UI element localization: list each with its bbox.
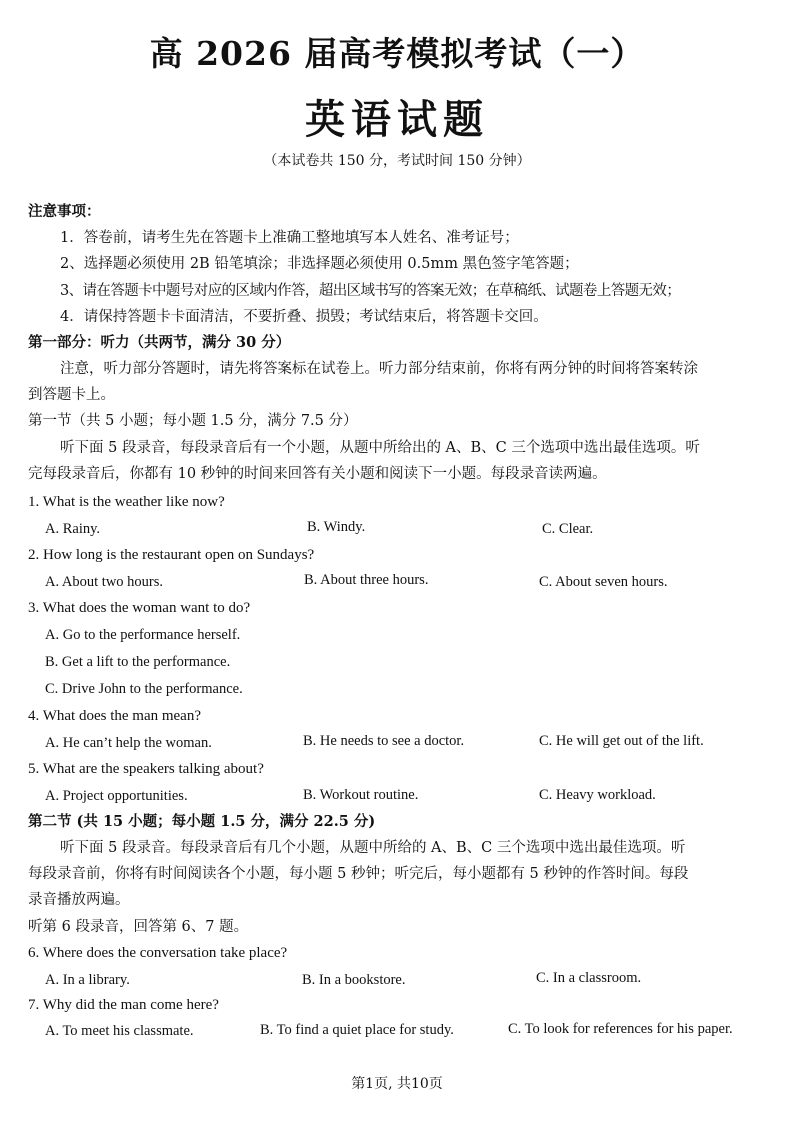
- option-b: B. About three hours.: [304, 572, 429, 588]
- question-stem: 7. Why did the man come here?: [28, 997, 219, 1013]
- option-c: C. In a classroom.: [536, 970, 642, 986]
- instruction-item: 4．请保持答题卡卡面清洁，不要折叠、损毁；考试结束后，将答题卡交回。: [60, 309, 548, 325]
- section2-desc: 录音播放两遍。: [28, 892, 130, 908]
- instructions-heading: 注意事项：: [28, 203, 101, 220]
- part1-note: 注意，听力部分答题时，请先将答案标在试卷上。听力部分结束前，你将有两分钟的时间将答案转涂: [60, 361, 698, 377]
- option-a: A. About two hours.: [45, 574, 164, 590]
- instruction-item: 2、选择题必须使用 2B 铅笔填涂；非选择题必须使用 0.5mm 黑色签字笔答题；: [60, 256, 579, 272]
- option-a: A. In a library.: [45, 972, 130, 988]
- page-number: 第1页, 共10页: [351, 1076, 443, 1092]
- option-c: C. Drive John to the performance.: [45, 681, 243, 697]
- option-a: A. To meet his classmate.: [45, 1023, 194, 1039]
- option-a: A. Go to the performance herself.: [45, 627, 241, 643]
- question-stem: 1. What is the weather like now?: [28, 494, 225, 510]
- exam-title: 高 2026 届高考模拟考试（一）: [149, 34, 645, 73]
- option-c: C. Clear.: [542, 521, 594, 537]
- part1-note: 到答题卡上。: [28, 387, 115, 403]
- option-c: C. Heavy workload.: [539, 787, 656, 803]
- question-stem: 2. How long is the restaurant open on Sundays?: [28, 547, 315, 563]
- option-c: C. He will get out of the lift.: [539, 733, 704, 749]
- option-b: B. Windy.: [307, 519, 366, 535]
- group-note: 听第 6 段录音，回答第 6、7 题。: [28, 919, 249, 935]
- option-b: B. Get a lift to the performance.: [45, 654, 231, 670]
- section2-heading: 第二节 (共 15 小题；每小题 1.5 分，满分 22.5 分): [28, 813, 376, 830]
- section1-desc: 听下面 5 段录音，每段录音后有一个小题，从题中所给出的 A、B、C 三个选项中选出最佳选项。听: [60, 440, 700, 456]
- subject-title: 英语试题: [305, 96, 489, 143]
- option-b: B. In a bookstore.: [302, 972, 406, 988]
- option-a: A. He can’t help the woman.: [45, 735, 212, 751]
- part1-heading: 第一部分：听力（共两节，满分 30 分）: [28, 334, 291, 351]
- option-b: B. He needs to see a doctor.: [303, 733, 465, 749]
- option-a: A. Project opportunities.: [45, 788, 188, 804]
- exam-note: （本试卷共 150 分，考试时间 150 分钟）: [263, 153, 531, 169]
- option-c: C. About seven hours.: [539, 574, 668, 590]
- section1-desc: 完每段录音后，你都有 10 秒钟的时间来回答有关小题和阅读下一小题。每段录音读两遍。: [28, 466, 607, 482]
- section2-desc: 每段录音前，你将有时间阅读各个小题，每小题 5 秒钟；听完后，每小题都有 5 秒钟的作答时间。每段: [28, 866, 689, 882]
- question-stem: 3. What does the woman want to do?: [28, 600, 251, 616]
- section1-heading: 第一节（共 5 小题；每小题 1.5 分，满分 7.5 分）: [28, 413, 358, 429]
- instruction-item: 1．答卷前，请考生先在答题卡上准确工整地填写本人姓名、准考证号；: [60, 230, 519, 246]
- option-b: B. To find a quiet place for study.: [260, 1022, 454, 1038]
- option-b: B. Workout routine.: [303, 787, 419, 803]
- question-stem: 5. What are the speakers talking about?: [28, 761, 264, 777]
- section2-desc: 听下面 5 段录音。每段录音后有几个小题，从题中所给的 A、B、C 三个选项中选出最佳选项。听: [60, 840, 686, 856]
- question-stem: 4. What does the man mean?: [28, 708, 201, 724]
- instruction-item: 3、请在答题卡中题号对应的区域内作答，超出区域书写的答案无效；在草稿纸、试题卷上答题无效；: [60, 283, 681, 299]
- question-stem: 6. Where does the conversation take place?: [28, 945, 288, 961]
- option-a: A. Rainy.: [45, 521, 101, 537]
- option-c: C. To look for references for his paper.: [508, 1021, 733, 1037]
